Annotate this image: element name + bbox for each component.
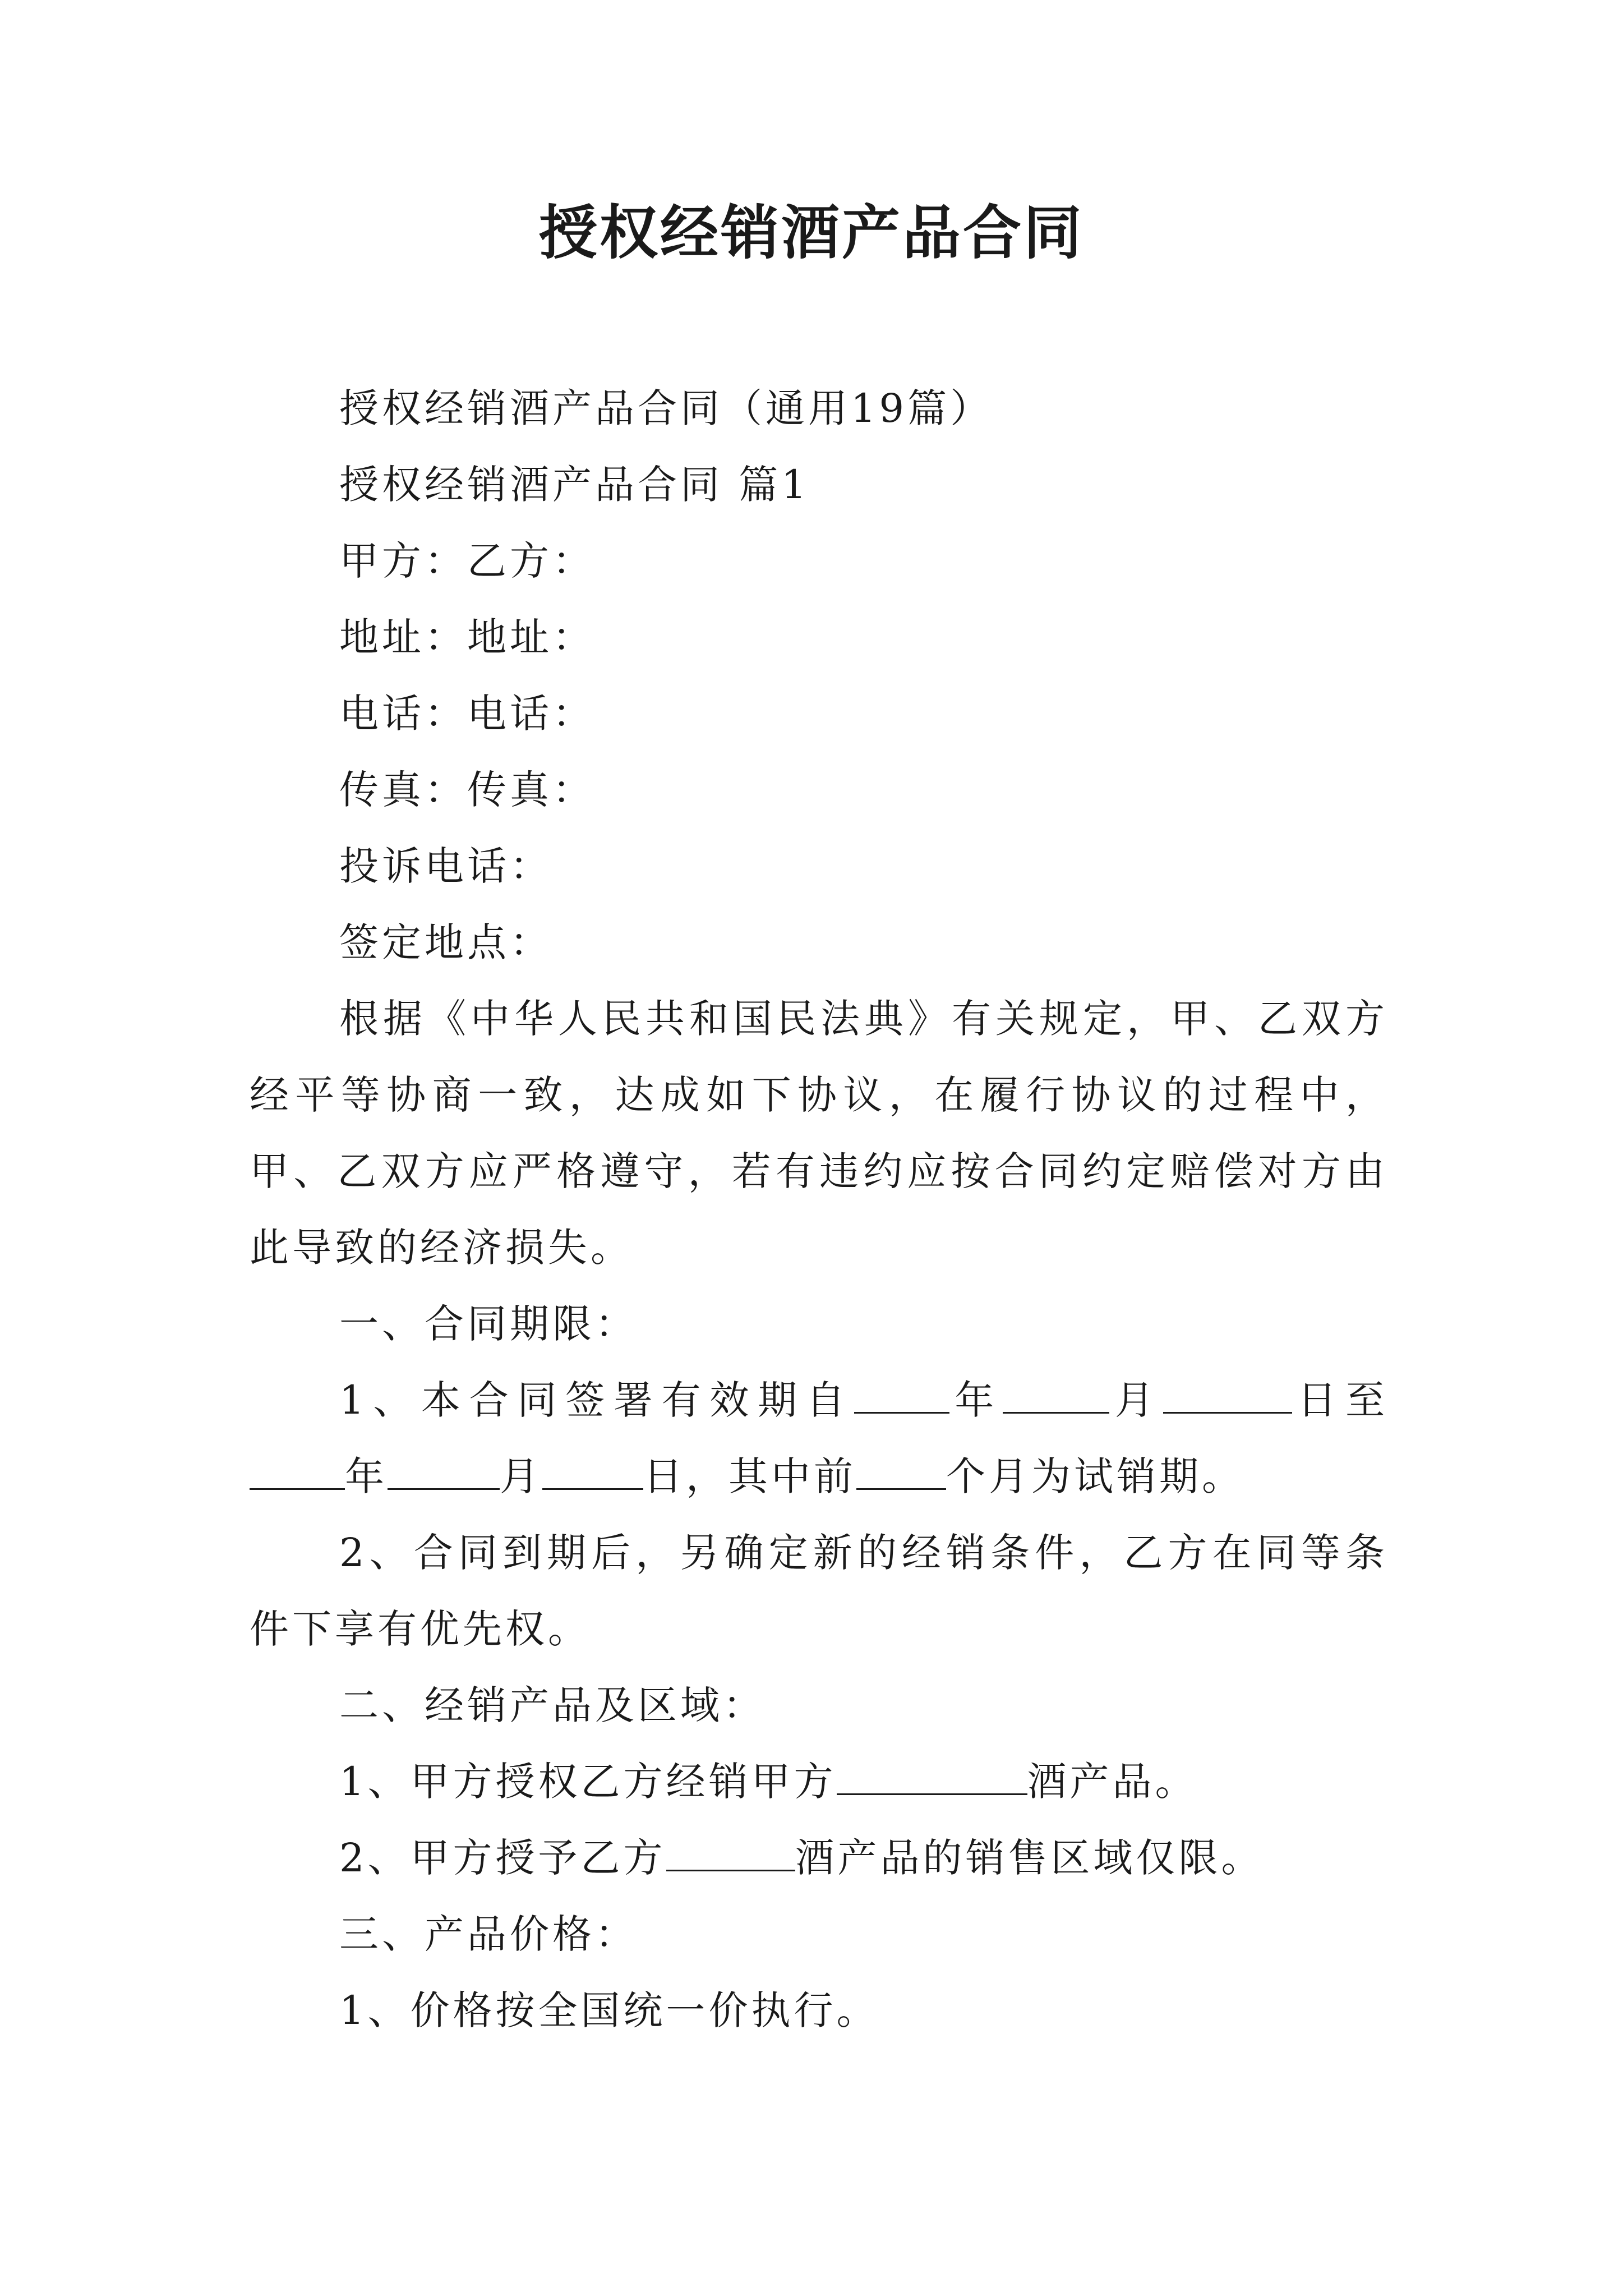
clause3-item1: 1、价格按全国统一价执行。	[339, 1987, 879, 2033]
document-title: 授权经销酒产品合同	[538, 198, 1084, 267]
clause1-item1-text-3: 月	[1109, 1377, 1163, 1423]
blank-field-day-start[interactable]	[1163, 1375, 1292, 1414]
clause1-item1-text-7: 日，其中前	[643, 1453, 856, 1499]
clause3-heading: 三、产品价格：	[339, 1911, 638, 1957]
clause1-item1-text-1: 1、本合同签署有效期自	[339, 1377, 854, 1423]
blank-field-product[interactable]	[837, 1756, 1027, 1796]
blank-field-day-end[interactable]	[542, 1451, 643, 1490]
clause1-heading: 一、合同期限：	[339, 1301, 638, 1347]
fax-line: 传真：传真：	[339, 767, 595, 813]
phone-line: 电话：电话：	[339, 691, 595, 737]
blank-field-region-product[interactable]	[666, 1833, 795, 1872]
blank-field-year-start[interactable]	[854, 1375, 949, 1414]
party-line: 甲方：乙方：	[339, 538, 595, 584]
clause1-item1-text-6: 月	[500, 1453, 542, 1499]
document-body	[250, 370, 1388, 2049]
signing-place-line: 签定地点：	[339, 919, 552, 965]
clause2-item2-text-2: 酒产品的销售区域仅限。	[795, 1835, 1264, 1881]
clause1-item2: 2、合同到期后，另确定新的经销条件，乙方在同等条件下享有优先权。	[250, 1530, 1388, 1652]
complaint-phone-line: 投诉电话：	[339, 843, 552, 889]
preamble-paragraph: 根据《中华人民共和国民法典》有关规定，甲、乙双方经平等协商一致，达成如下协议，在履行协议的过程中，甲、乙双方应严格遵守，若有违约应按合同约定赔偿对方由此导致的经济损失。	[250, 996, 1388, 1271]
section-heading: 授权经销酒产品合同 篇1	[339, 462, 810, 508]
blank-field-month-start[interactable]	[1003, 1375, 1109, 1414]
blank-field-year-end-a[interactable]	[250, 1451, 345, 1490]
subtitle-line: 授权经销酒产品合同（通用19篇）	[339, 385, 993, 431]
clause1-item1-text-2: 年	[949, 1377, 1003, 1423]
clause2-item1	[250, 1743, 1388, 1820]
clause2-item1-text-2: 酒产品。	[1027, 1759, 1198, 1805]
blank-field-month-end[interactable]	[388, 1451, 500, 1490]
clause2-item2-text-1: 2、甲方授予乙方	[339, 1835, 666, 1881]
blank-field-trial-months[interactable]	[856, 1451, 946, 1490]
clause1-item1-text-5: 年	[345, 1453, 388, 1499]
clause1-item1	[250, 1362, 1388, 1515]
clause2-heading: 二、经销产品及区域：	[339, 1682, 766, 1728]
address-line: 地址：地址：	[339, 614, 595, 660]
clause1-item1-text-4: 日至	[1292, 1377, 1388, 1423]
clause1-item1-text-8: 个月为试销期。	[946, 1453, 1244, 1499]
clause2-item2	[250, 1820, 1388, 1896]
clause2-item1-text-1: 1、甲方授权乙方经销甲方	[339, 1759, 837, 1805]
